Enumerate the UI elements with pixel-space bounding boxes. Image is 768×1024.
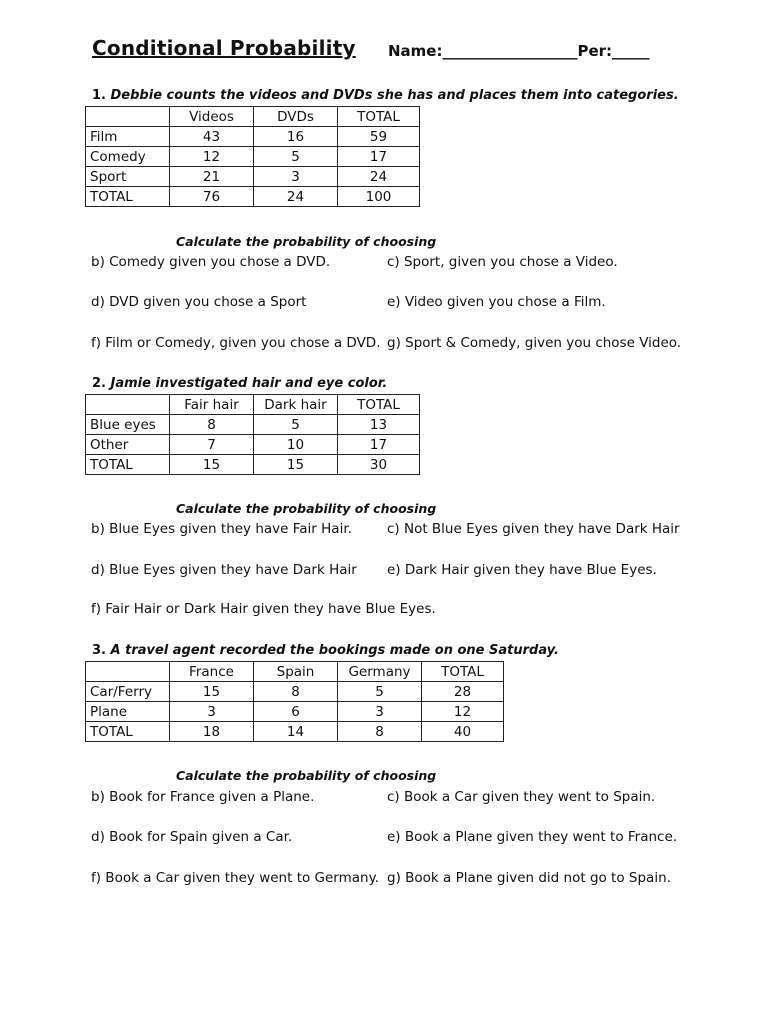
table-cell: 17 bbox=[338, 147, 420, 167]
calc-instruction: Calculate the probability of choosing bbox=[176, 501, 437, 516]
table-cell: 24 bbox=[338, 167, 420, 187]
question-number: 1. bbox=[92, 88, 106, 103]
table-row bbox=[86, 415, 420, 435]
q1-item-e: e) Video given you chose a Film. bbox=[387, 294, 606, 310]
q3-item-b: b) Book for France given a Plane. bbox=[91, 789, 315, 805]
table-header-cell: DVDs bbox=[254, 107, 338, 127]
table-cell: 3 bbox=[254, 167, 338, 187]
q3-item-c: c) Book a Car given they went to Spain. bbox=[387, 789, 656, 805]
table-row bbox=[86, 127, 420, 147]
table-cell: 14 bbox=[254, 722, 338, 742]
table-cell: 12 bbox=[170, 147, 254, 167]
table-cell: 43 bbox=[170, 127, 254, 147]
table-cell: 59 bbox=[338, 127, 420, 147]
table-cell: 8 bbox=[338, 722, 422, 742]
table-row bbox=[86, 722, 504, 742]
table-header-cell: Spain bbox=[254, 662, 338, 682]
table-row bbox=[86, 435, 420, 455]
table-cell: Other bbox=[86, 435, 170, 455]
q3-item-e: e) Book a Plane given they went to France. bbox=[387, 829, 678, 845]
table-cell: Car/Ferry bbox=[86, 682, 170, 702]
table-cell: 76 bbox=[170, 187, 254, 207]
table-header-cell: TOTAL bbox=[338, 107, 420, 127]
table-header-row bbox=[86, 107, 420, 127]
table-header-row bbox=[86, 395, 420, 415]
table-cell: 30 bbox=[338, 455, 420, 475]
question-3-heading bbox=[92, 643, 559, 658]
table-header-cell: TOTAL bbox=[422, 662, 504, 682]
table-cell: 6 bbox=[254, 702, 338, 722]
question-1-heading bbox=[92, 88, 679, 103]
table-header-row bbox=[86, 662, 504, 682]
table-row bbox=[86, 455, 420, 475]
table-header-cell: Fair hair bbox=[170, 395, 254, 415]
calc-instruction: Calculate the probability of choosing bbox=[176, 234, 437, 249]
table-cell: 5 bbox=[254, 415, 338, 435]
table-cell: 15 bbox=[170, 682, 254, 702]
table-cell: 18 bbox=[170, 722, 254, 742]
table-header-cell bbox=[86, 395, 170, 415]
table-cell: Comedy bbox=[86, 147, 170, 167]
table-header-cell: Germany bbox=[338, 662, 422, 682]
question-2-heading bbox=[92, 376, 387, 391]
table-cell: TOTAL bbox=[86, 722, 170, 742]
q2-item-b: b) Blue Eyes given they have Fair Hair. bbox=[91, 521, 352, 537]
table-cell: 15 bbox=[254, 455, 338, 475]
q2-item-d: d) Blue Eyes given they have Dark Hair bbox=[91, 562, 357, 578]
table-cell: 24 bbox=[254, 187, 338, 207]
q1-item-b: b) Comedy given you chose a DVD. bbox=[91, 254, 331, 270]
q3-item-d: d) Book for Spain given a Car. bbox=[91, 829, 293, 845]
q1-item-c: c) Sport, given you chose a Video. bbox=[387, 254, 618, 270]
question-prompt: A travel agent recorded the bookings made on one Saturday. bbox=[110, 643, 559, 658]
table-cell: 8 bbox=[170, 415, 254, 435]
table-row bbox=[86, 702, 504, 722]
q1-table bbox=[85, 106, 420, 207]
table-cell: 21 bbox=[170, 167, 254, 187]
q1-item-f: f) Film or Comedy, given you chose a DVD. bbox=[91, 335, 381, 351]
question-prompt: Debbie counts the videos and DVDs she has and places them into categories. bbox=[110, 88, 679, 103]
table-cell: 28 bbox=[422, 682, 504, 702]
name-period-field[interactable]: Name:__________________Per:_____ bbox=[388, 42, 650, 60]
question-prompt: Jamie investigated hair and eye color. bbox=[110, 376, 388, 391]
table-cell: 7 bbox=[170, 435, 254, 455]
table-cell: 3 bbox=[170, 702, 254, 722]
table-cell: 5 bbox=[254, 147, 338, 167]
table-row bbox=[86, 147, 420, 167]
table-cell: 5 bbox=[338, 682, 422, 702]
table-header-cell: Dark hair bbox=[254, 395, 338, 415]
table-cell: Sport bbox=[86, 167, 170, 187]
table-row bbox=[86, 187, 420, 207]
table-cell: 15 bbox=[170, 455, 254, 475]
q2-item-c: c) Not Blue Eyes given they have Dark Hair bbox=[387, 521, 680, 537]
table-header-cell: Videos bbox=[170, 107, 254, 127]
table-cell: 10 bbox=[254, 435, 338, 455]
table-cell: 12 bbox=[422, 702, 504, 722]
table-row bbox=[86, 682, 504, 702]
table-cell: 100 bbox=[338, 187, 420, 207]
page-title: Conditional Probability bbox=[92, 36, 356, 60]
q2-item-f: f) Fair Hair or Dark Hair given they have Blue Eyes. bbox=[91, 601, 436, 617]
calc-instruction: Calculate the probability of choosing bbox=[176, 768, 437, 783]
table-cell: 3 bbox=[338, 702, 422, 722]
table-cell: 13 bbox=[338, 415, 420, 435]
table-cell: 17 bbox=[338, 435, 420, 455]
question-number: 3. bbox=[92, 643, 106, 658]
q3-item-f: f) Book a Car given they went to Germany. bbox=[91, 870, 379, 886]
table-header-cell: TOTAL bbox=[338, 395, 420, 415]
q2-table bbox=[85, 394, 420, 475]
q3-table bbox=[85, 661, 504, 742]
q1-item-d: d) DVD given you chose a Sport bbox=[91, 294, 307, 310]
table-header-cell bbox=[86, 662, 170, 682]
q3-item-g: g) Book a Plane given did not go to Spain. bbox=[387, 870, 671, 886]
q2-item-e: e) Dark Hair given they have Blue Eyes. bbox=[387, 562, 657, 578]
table-cell: 40 bbox=[422, 722, 504, 742]
q1-item-g: g) Sport & Comedy, given you chose Video. bbox=[387, 335, 682, 351]
table-cell: 16 bbox=[254, 127, 338, 147]
table-cell: Plane bbox=[86, 702, 170, 722]
question-number: 2. bbox=[92, 376, 106, 391]
table-header-cell bbox=[86, 107, 170, 127]
table-cell: Film bbox=[86, 127, 170, 147]
table-cell: TOTAL bbox=[86, 187, 170, 207]
table-cell: Blue eyes bbox=[86, 415, 170, 435]
table-header-cell: France bbox=[170, 662, 254, 682]
table-row bbox=[86, 167, 420, 187]
table-cell: 8 bbox=[254, 682, 338, 702]
table-cell: TOTAL bbox=[86, 455, 170, 475]
